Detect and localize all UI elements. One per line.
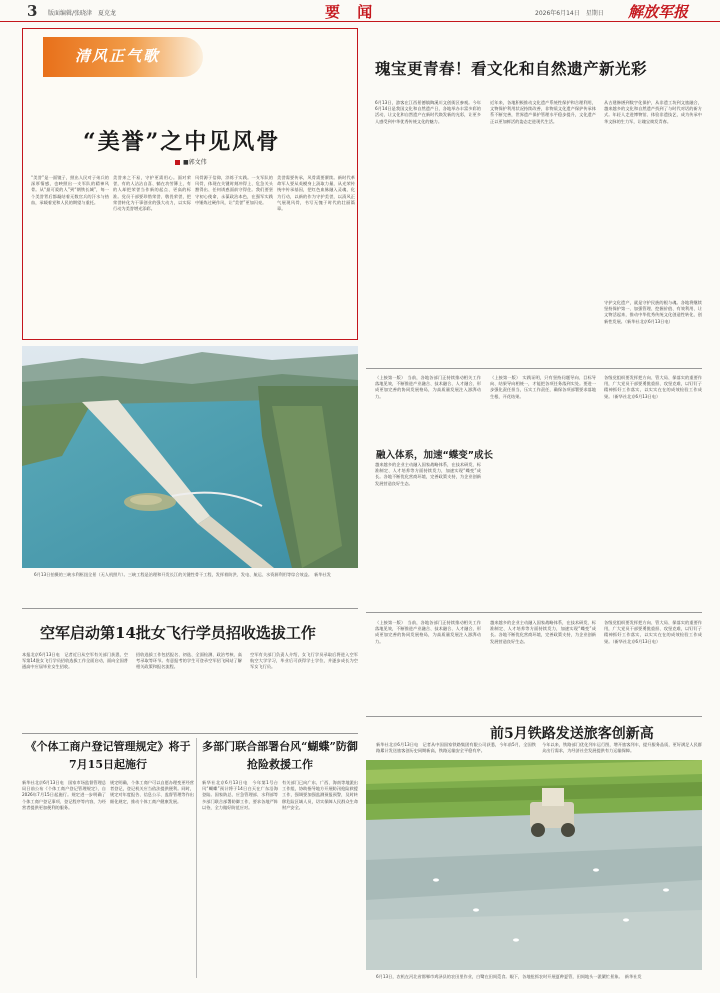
page-number: 3 [27,2,38,20]
column-divider [196,738,197,978]
integration-cont-1: （上接第一版） 当前，各地各部门正持续推动相关工作落地见效，不断推进产业融合、技术融合、人才融合，形成更加完善的协同发展格局，为高质量发展注入澎湃动力。 [375,620,481,644]
typhoon-col-1: 新华社北京6月13日电 今年第1号台风“蝴蝶”预计将于14日白天在广东沿海登陆。国家防总、应急管理部、水利部等多部门联合部署防御工作，要求各地严阵以待，全力做好防范应对。 [202,780,278,810]
heritage-headline: 瑰宝更青春！看文化和自然遗产新光彩 [375,59,648,78]
three-gorges-photo [22,346,358,568]
divider [366,716,702,717]
commentary-title: “美誉”之中见风骨 [83,129,281,155]
farmland-photo [366,760,702,970]
airforce-col-1: 本报北京6月13日电 记者近日从空军有关部门获悉，空军第14批女飞行学员招收选拔工作全面启动，面向全国普通高中应届毕业女生招收。 [22,652,128,670]
regulations-col-2: 规定明确，个体工商户可以自愿办理变更经营者登记，登记机关应当依法提供便利。同时，规定对年度报告、信息公示、监督管理等作出细化规定，推动个体工商户健康发展。 [110,780,194,804]
airforce-headline: 空军启动第14批女飞行学员招收选拔工作 [40,624,316,642]
integration-lead: （上接第一版） 当前，各地各部门正持续推动相关工作落地见效，不断推进产业融合、技术融合、人才融合，形成更加完善的协同发展格局，为高质量发展注入澎湃动力。 [375,375,481,399]
railway-col-1: 新华社北京6月13日电 记者从中国国家铁路集团有限公司获悉，今年前5月，全国铁路累计发送旅客创历史同期新高，铁路运输安全平稳有序。 [376,742,536,754]
regulations-headline: 《个体工商户登记管理规定》将于7月15日起施行 [25,740,191,771]
dam-illustration [22,346,358,568]
farmland-illustration [366,760,702,970]
heritage-col-4: 守护文化遗产，就是守护民族的根与魂。各地将继续坚持保护第一、加强管理、挖掘价值、有效利用、让文物活起来，推动中华优秀传统文化创造性转化、创新性发展。（新华社北京6月13日电） [604,300,702,324]
commentary-col-1: “美誉”是一面镜子，照出人民对子弟兵的深厚情感，也映照出一支军队的精神风骨。从“最可爱的人”到“钢铁长城”，每一个美誉背后都凝结着无数官兵的汗水与热血，承载着党和人民的期望与重托。 [31,175,109,205]
commentary-col-2: 美誉来之不易，守护更需用心。面对荣誉，有的人沾沾自喜、躺在功劳簿上，有的人却把荣誉当作新的起点、更高的标准。党员干部要珍惜荣誉、敬畏荣誉，把荣誉转化为干事创业的强大动力，以实际行动为美誉增光添彩。 [113,175,191,212]
farmland-caption: 6月13日，农机在河北省邯郸市鸡泽县的农田里作业，白鹭在田间觅食。眼下，各地抢抓农时开展夏种夏管，田间地头一派繁忙景象。 新华社发 [376,974,642,979]
integration-col-3: 各级党组织要发挥把方向、管大局、保落实的重要作用，广大党员干部要勇挑重担、攻坚克难，以钉钉子精神抓好工作落实，以实实在在的成效检验工作成果。（新华社北京6月13日电） [604,375,702,399]
railway-col-2: 今年以来，铁路部门优化列车运行图，增开旅客列车，提升服务品质，更好满足人民群众出行需求，为经济社会发展提供有力运输保障。 [542,742,702,754]
divider [366,612,702,613]
heritage-col-2: 近年来，各地积极推动文化遗产系统性保护和合理利用，文物保护利用状况持续改善，非物质文化遗产保护传承体系不断完善，世界遗产保护管理水平稳步提升，文化遗产正以更加鲜活的姿态走进现代生活。 [490,100,596,124]
divider [22,608,358,609]
commentary-author [175,157,207,166]
author-marker-icon [175,160,180,165]
typhoon-col-2: 有关部门已向广东、广西、海南等地派出工作组，协助指导地方开展防汛抢险救援工作，强调要加强监测预报预警，及时转移危险区域人员，切实保障人民群众生命财产安全。 [282,780,358,810]
typhoon-headline: 多部门联合部署台风“蝴蝶”防御抢险救援工作 [202,740,358,771]
regulations-col-1: 新华社北京6月13日电 国家市场监督管理总局日前公布《个体工商户登记管理规定》，自2026年7月15日起施行。规定进一步明确了个体工商户登记事项、登记程序等内容，为经营者提供更加便利的服务。 [22,780,106,810]
divider [366,368,702,369]
divider [22,733,358,734]
integration-cont-3: 各级党组织要发挥把方向、管大局、保落实的重要作用，广大党员干部要勇挑重担、攻坚克难，以钉钉子精神抓好工作落实，以实实在在的成效检验工作成果。（新华社北京6月13日电） [604,620,702,644]
integration-cont-2: 越来越多的企业主动融入国家战略体系，在技术研发、标准制定、人才培养等方面持续发力，加速实现“蝶变”成长。各地不断优化营商环境，完善政策支持，为企业创新发展营造良好生态。 [490,620,596,644]
airforce-col-3: 空军有关部门负责人介绍，女飞行学员录取后将进入空军航空大学学习，毕业后可获得学士学位，并逐步成长为空军女飞行员。 [250,652,358,670]
heritage-col-3: 从古建修缮到数字化保护，从非遗工坊到文旅融合，越来越多的文化和自然遗产找到了与时代对话的新方式。年轻人走进博物馆、体验非遗技艺，成为传承中华文脉的生力军，让瑰宝焕发青春。 [604,100,702,124]
column-banner [43,37,203,77]
commentary-col-3: 风骨源于信仰，淬炼于实践。一支军队的风骨，体现在关键时刻冲得上、危急关头豁得出、任何诱惑面前守得住。我们要坚守初心使命，永葆政治本色，在强军实践中锤炼过硬作风，让“美誉”更加闪亮。 [195,175,273,205]
column-banner-label: 清风正气歌 [75,47,161,65]
integration-subheading: 融入体系，加速“蝶变”成长 [376,450,493,461]
newspaper-logo: 解放军报 [628,3,689,21]
issue-date: 2026年6月14日 星期日 [535,10,604,17]
author-name: ■郭文伟 [183,159,207,166]
page-header [0,0,720,22]
airforce-col-2: 招收选拔工作包括报名、初选、全面检测、政治考核、高考录取等环节。有意报考的学生可登录空军招飞网站了解相关政策和报名流程。 [136,652,242,670]
integration-col-2: （上接第一版） 实践证明，只有坚持问题导向、目标导向、结果导向相统一，才能把各项任务落到实处。要进一步强化责任担当，压实工作责任，确保各项部署要求落地生根、开花结果。 [490,375,596,399]
section-title: 要 闻 [325,3,379,21]
integration-body: 越来越多的企业主动融入国家战略体系，在技术研发、标准制定、人才培养等方面持续发力，加速实现“蝶变”成长。各地不断优化营商环境，完善政策支持，为企业创新发展营造良好生态。 [375,462,481,486]
railway-headline: 前5月铁路发送旅客创新高 [490,726,654,742]
photo-caption: 6月13日拍摄的三峡水利枢纽全景（无人机照片）。三峡工程是治理和开发长江的关键性骨干工程，发挥着防洪、发电、航运、水资源利用等综合效益。 新华社发 [34,572,331,577]
editors-line: 版面编辑/张晓津 夏克龙 [48,10,117,17]
heritage-col-1: 6月13日，游客在江西景德镇陶溪川文创街区参观。今年6月14日是我国文化和自然遗产日，各地举办丰富多彩的活动，让文化和自然遗产在新时代焕发新的光彩，让更多人感受到中华优秀传统文化的魅力。 [375,100,481,124]
commentary-box [22,28,358,340]
commentary-col-4: 美誉需要传承，风骨需要赓续。新时代革命军人要从英模身上汲取力量，从光荣传统中传承基因，把红色血脉融入灵魂、化为行动，以新的作为守护美誉，以清风正气展现风骨，书写无愧于时代的壮丽篇章。 [277,175,355,212]
